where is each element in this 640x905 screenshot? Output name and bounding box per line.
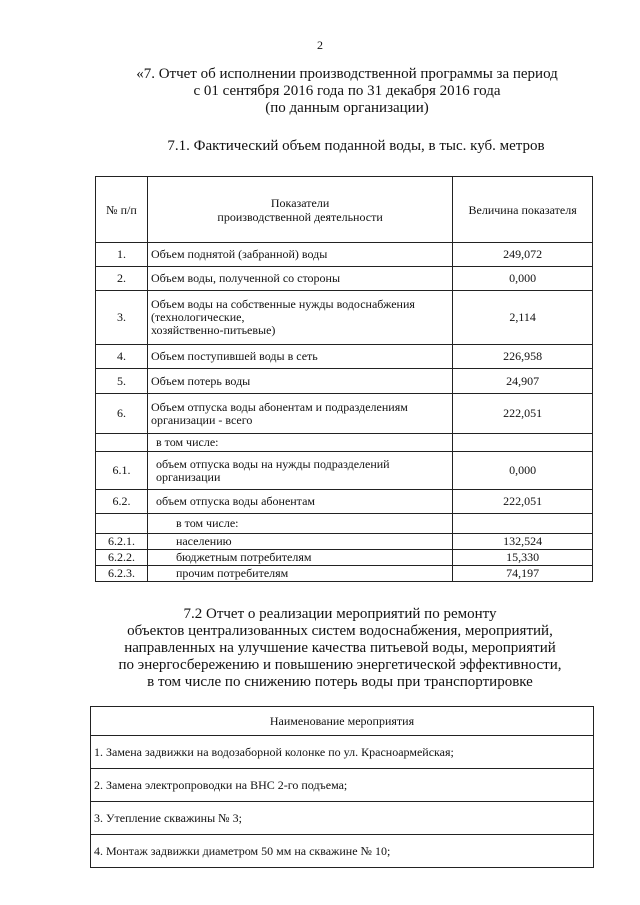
row-num <box>96 434 148 452</box>
row-value: 15,330 <box>453 550 593 566</box>
table-row <box>91 835 594 868</box>
measure-item: 1. Замена задвижки на водозаборной колонке по ул. Красноармейская; <box>91 736 594 769</box>
table-row <box>96 452 593 490</box>
row-label <box>147 291 452 345</box>
row-value <box>453 514 593 534</box>
section-7-1-title: 7.1. Фактический объем поданной воды, в тыс. куб. метров <box>167 138 545 154</box>
row-num: 6.2.2. <box>96 550 148 566</box>
table-header-row <box>96 177 593 243</box>
table-row <box>91 769 594 802</box>
row-label: Объем воды, полученной со стороны <box>147 267 452 291</box>
table-header-row <box>91 707 594 736</box>
row-num: 1. <box>96 243 148 267</box>
header-num: № п/п <box>96 177 148 243</box>
row-value: 222,051 <box>453 490 593 514</box>
row-num: 6.2.3. <box>96 566 148 582</box>
table-row <box>96 291 593 345</box>
row-label: объем отпуска воды абонентам <box>147 490 452 514</box>
row-label: в том числе: <box>147 514 452 534</box>
row-label: в том числе: <box>147 434 452 452</box>
heading-line: по энергосбережению и повышению энергетической эффективности, <box>118 657 562 673</box>
table-row <box>96 243 593 267</box>
row-value: 222,051 <box>453 394 593 434</box>
table-row <box>96 267 593 291</box>
header-measure-name: Наименование мероприятия <box>91 707 594 736</box>
row-label-line: организации <box>155 469 221 484</box>
row-label-line: Объем воды на собственные нужды водоснабжения <box>150 297 415 311</box>
row-label <box>147 452 452 490</box>
row-label-line: (технологические, <box>150 310 245 324</box>
row-num: 4. <box>96 345 148 369</box>
header-value: Величина показателя <box>453 177 593 243</box>
row-value: 249,072 <box>453 243 593 267</box>
table-row <box>96 566 593 582</box>
row-label: Объем потерь воды <box>147 369 452 394</box>
table-row <box>96 369 593 394</box>
table-row <box>96 550 593 566</box>
measure-item: 2. Замена электропроводки на ВНС 2-го подъема; <box>91 769 594 802</box>
row-label: Объем поднятой (забранной) воды <box>147 243 452 267</box>
table-row <box>91 802 594 835</box>
table-row <box>96 434 593 452</box>
row-label-line: Объем отпуска воды абонентам и подразделениям <box>150 399 408 414</box>
row-label: населению <box>147 534 452 550</box>
table-row <box>96 514 593 534</box>
section-7-2-heading <box>20 606 640 691</box>
row-num: 6.2. <box>96 490 148 514</box>
row-value: 0,000 <box>453 267 593 291</box>
heading-line: в том числе по снижению потерь воды при транспортировке <box>147 674 533 690</box>
row-label-line: хозяйственно-питьевые) <box>150 323 276 337</box>
measures-table <box>90 706 594 868</box>
row-num: 6.1. <box>96 452 148 490</box>
table-row <box>91 736 594 769</box>
table-row <box>96 534 593 550</box>
row-label-line: организации - всего <box>150 412 253 427</box>
row-value: 132,524 <box>453 534 593 550</box>
header-indicator-line: Показатели <box>270 195 330 210</box>
section-7-heading <box>27 66 640 117</box>
table-row <box>96 490 593 514</box>
row-label <box>147 394 452 434</box>
row-value: 74,197 <box>453 566 593 582</box>
row-label: бюджетным потребителям <box>147 550 452 566</box>
measure-item: 3. Утепление скважины № 3; <box>91 802 594 835</box>
heading-line: с 01 сентября 2016 года по 31 декабря 2016 года <box>193 83 501 99</box>
row-value: 2,114 <box>453 291 593 345</box>
page-number: 2 <box>317 38 323 52</box>
heading-line: «7. Отчет об исполнении производственной программы за период <box>136 66 558 82</box>
row-label-line: объем отпуска воды на нужды подразделений <box>155 456 390 471</box>
row-num: 6.2.1. <box>96 534 148 550</box>
row-num <box>96 514 148 534</box>
water-volume-table <box>95 176 593 582</box>
table-row <box>96 394 593 434</box>
heading-line: (по данным организации) <box>265 100 429 116</box>
row-value: 226,958 <box>453 345 593 369</box>
header-indicator <box>147 177 452 243</box>
measure-item: 4. Монтаж задвижки диаметром 50 мм на скважине № 10; <box>91 835 594 868</box>
row-value: 0,000 <box>453 452 593 490</box>
row-value: 24,907 <box>453 369 593 394</box>
row-value <box>453 434 593 452</box>
heading-line: 7.2 Отчет о реализации мероприятий по ремонту <box>183 606 497 622</box>
row-num: 2. <box>96 267 148 291</box>
heading-line: направленных на улучшение качества питьевой воды, мероприятий <box>124 640 556 656</box>
row-num: 3. <box>96 291 148 345</box>
row-num: 6. <box>96 394 148 434</box>
header-indicator-line: производственной деятельности <box>217 209 383 224</box>
table-row <box>96 345 593 369</box>
row-num: 5. <box>96 369 148 394</box>
row-label: Объем поступившей воды в сеть <box>147 345 452 369</box>
heading-line: объектов централизованных систем водоснабжения, мероприятий, <box>127 623 553 639</box>
row-label: прочим потребителям <box>147 566 452 582</box>
